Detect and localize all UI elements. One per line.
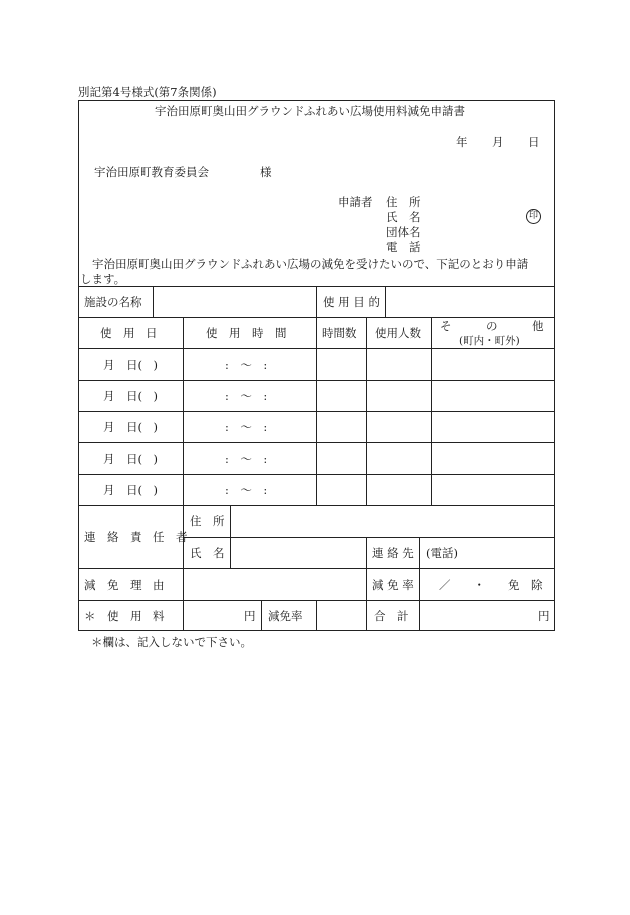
date-month: 月 (492, 135, 504, 149)
header-use-time: 使 用 時 間 (206, 326, 287, 340)
rule (366, 568, 367, 631)
rule (230, 505, 231, 568)
rule (316, 317, 317, 505)
contact-phone-label: (電話) (426, 546, 458, 560)
statement-line-1: 宇治田原町奥山田グラウンドふれあい広場の減免を受けたいので、下記のとおり申請 (92, 257, 529, 271)
applicant-address-label: 住 所 (386, 195, 421, 209)
form-title: 宇治田原町奥山田グラウンドふれあい広場使用料減免申請書 (155, 104, 466, 118)
footnote: ＊欄は、記入しないで下さい。 (91, 635, 252, 649)
form-reference: 別記第4号様式(第7条関係) (78, 85, 217, 99)
statement-line-2: します。 (80, 272, 126, 286)
applicant-phone-label: 電 話 (386, 240, 421, 254)
header-hours: 時間数 (322, 326, 357, 340)
total-yen: 円 (538, 609, 550, 623)
contact-name-label: 氏 名 (190, 546, 225, 560)
row-date: 月 日( ) (103, 420, 158, 434)
row-date: 月 日( ) (103, 483, 158, 497)
rule (183, 537, 555, 538)
contact-person-label: 連 絡 責 任 者 (84, 530, 188, 544)
row-date: 月 日( ) (103, 358, 158, 372)
addressee-name: 宇治田原町教育委員会 (94, 165, 209, 179)
row-date: 月 日( ) (103, 452, 158, 466)
header-other-note: (町内・町外) (459, 335, 520, 347)
rule (316, 600, 317, 631)
row-date: 月 日( ) (103, 389, 158, 403)
header-persons: 使用人数 (375, 326, 421, 340)
date-day: 日 (528, 135, 540, 149)
date-year: 年 (456, 135, 468, 149)
total-label: 合 計 (374, 609, 409, 623)
reduction-rate-value: ／ ・ 免 除 (439, 578, 543, 592)
rule (366, 317, 367, 505)
applicant-group-label: 団体名 (386, 225, 421, 239)
purpose-label: 使 用 目 的 (323, 295, 380, 309)
rule (431, 317, 432, 505)
fee-reduction-rate-label: 減免率 (268, 609, 303, 623)
row-time: : 〜 : (225, 420, 268, 434)
header-other: そ の 他 (440, 319, 544, 333)
applicant-name-label: 氏 名 (386, 210, 421, 224)
contact-address-label: 住 所 (190, 514, 225, 528)
reduction-reason-label: 減 免 理 由 (84, 578, 165, 592)
rule (419, 537, 420, 568)
row-time: : 〜 : (225, 483, 268, 497)
rule (78, 505, 555, 506)
addressee-honorific: 様 (260, 165, 272, 179)
row-time: : 〜 : (225, 358, 268, 372)
rule (316, 286, 317, 317)
rule (183, 568, 184, 631)
reduction-rate-label: 減 免 率 (372, 578, 414, 592)
rule (366, 537, 367, 568)
rule (78, 568, 555, 569)
facility-name-label: 施設の名称 (84, 295, 142, 309)
rule (261, 600, 262, 631)
contact-info-label: 連 絡 先 (372, 546, 414, 560)
fee-yen: 円 (244, 609, 256, 623)
row-time: : 〜 : (225, 389, 268, 403)
rule (419, 568, 420, 631)
header-use-date: 使 用 日 (100, 326, 158, 340)
rule (385, 286, 386, 317)
fee-label: ＊ 使 用 料 (84, 609, 165, 623)
applicant-label: 申請者 (338, 195, 373, 209)
rule (153, 286, 154, 317)
seal-mark-icon: 印 (526, 209, 541, 224)
row-time: : 〜 : (225, 452, 268, 466)
rule (183, 317, 184, 505)
